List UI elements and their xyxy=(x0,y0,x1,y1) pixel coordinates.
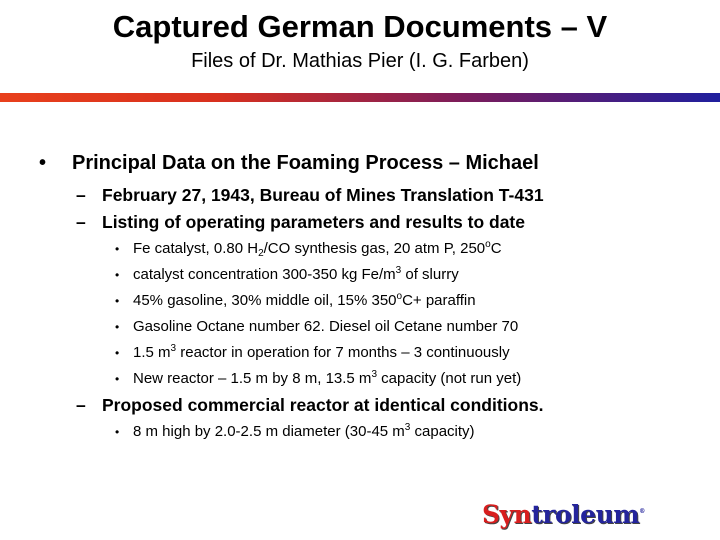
item-text: catalyst concentration 300-350 kg $Fe/m^3$ of slurry xyxy=(133,265,459,283)
sub-bullet xyxy=(0,392,720,419)
list-item xyxy=(0,340,720,366)
dash-marker: – xyxy=(76,212,86,232)
syntroleum-logo: Syntroleum® xyxy=(482,500,645,529)
sub-bullet-text: Proposed commercial reactor at identical conditions. xyxy=(102,395,544,415)
list-item xyxy=(0,419,720,445)
slide-subtitle: Files of Dr. Mathias Pier (I. G. Farben) xyxy=(191,50,529,72)
title-divider xyxy=(0,93,720,102)
dash-marker: – xyxy=(76,395,86,415)
list-item xyxy=(0,366,720,392)
item-text: New reactor – 1.5 m by 8 m, 13.5 $m^3$ capacity (not run yet) xyxy=(133,369,522,387)
dot-marker: • xyxy=(115,320,120,334)
dash-marker: – xyxy=(76,185,86,205)
dot-marker: • xyxy=(115,294,120,308)
list-item xyxy=(0,288,720,314)
main-bullet-text: Principal Data on the Foaming Process – Michael xyxy=(72,152,539,174)
list-item xyxy=(0,314,720,340)
dot-marker: • xyxy=(115,425,120,439)
list-item xyxy=(0,236,720,262)
list-item xyxy=(0,262,720,288)
sub-bullet xyxy=(0,182,720,209)
item-text: 1.5 $m^3$ reactor in operation for 7 months – 3 continuously xyxy=(133,343,510,361)
sub-bullet-text: Listing of operating parameters and results to date xyxy=(102,212,525,232)
dot-marker: • xyxy=(115,346,120,360)
sub-bullet-text: February 27, 1943, Bureau of Mines Translation T-431 xyxy=(102,185,544,205)
dot-marker: • xyxy=(115,372,120,386)
main-bullet xyxy=(0,148,720,178)
bullet-marker: • xyxy=(39,152,47,174)
slide-title: Captured German Documents – V xyxy=(112,9,608,44)
dot-marker: • xyxy=(115,268,120,282)
item-text: 45% gasoline, 30% middle oil, 15% $350^oC+$ paraffin xyxy=(133,291,476,309)
slide-content xyxy=(0,148,720,445)
sub-bullet xyxy=(0,209,720,236)
item-text: Gasoline Octane number 62. Diesel oil Cetane number 70 xyxy=(133,318,519,335)
item-text: 8 m high by 2.0-2.5 m diameter (30-45 $m^3$ capacity) xyxy=(133,422,475,440)
item-text: Fe catalyst, 0.80 $H_2/CO$ synthesis gas, 20 atm P, 250$^o$C xyxy=(133,239,502,259)
dot-marker: • xyxy=(115,242,120,256)
